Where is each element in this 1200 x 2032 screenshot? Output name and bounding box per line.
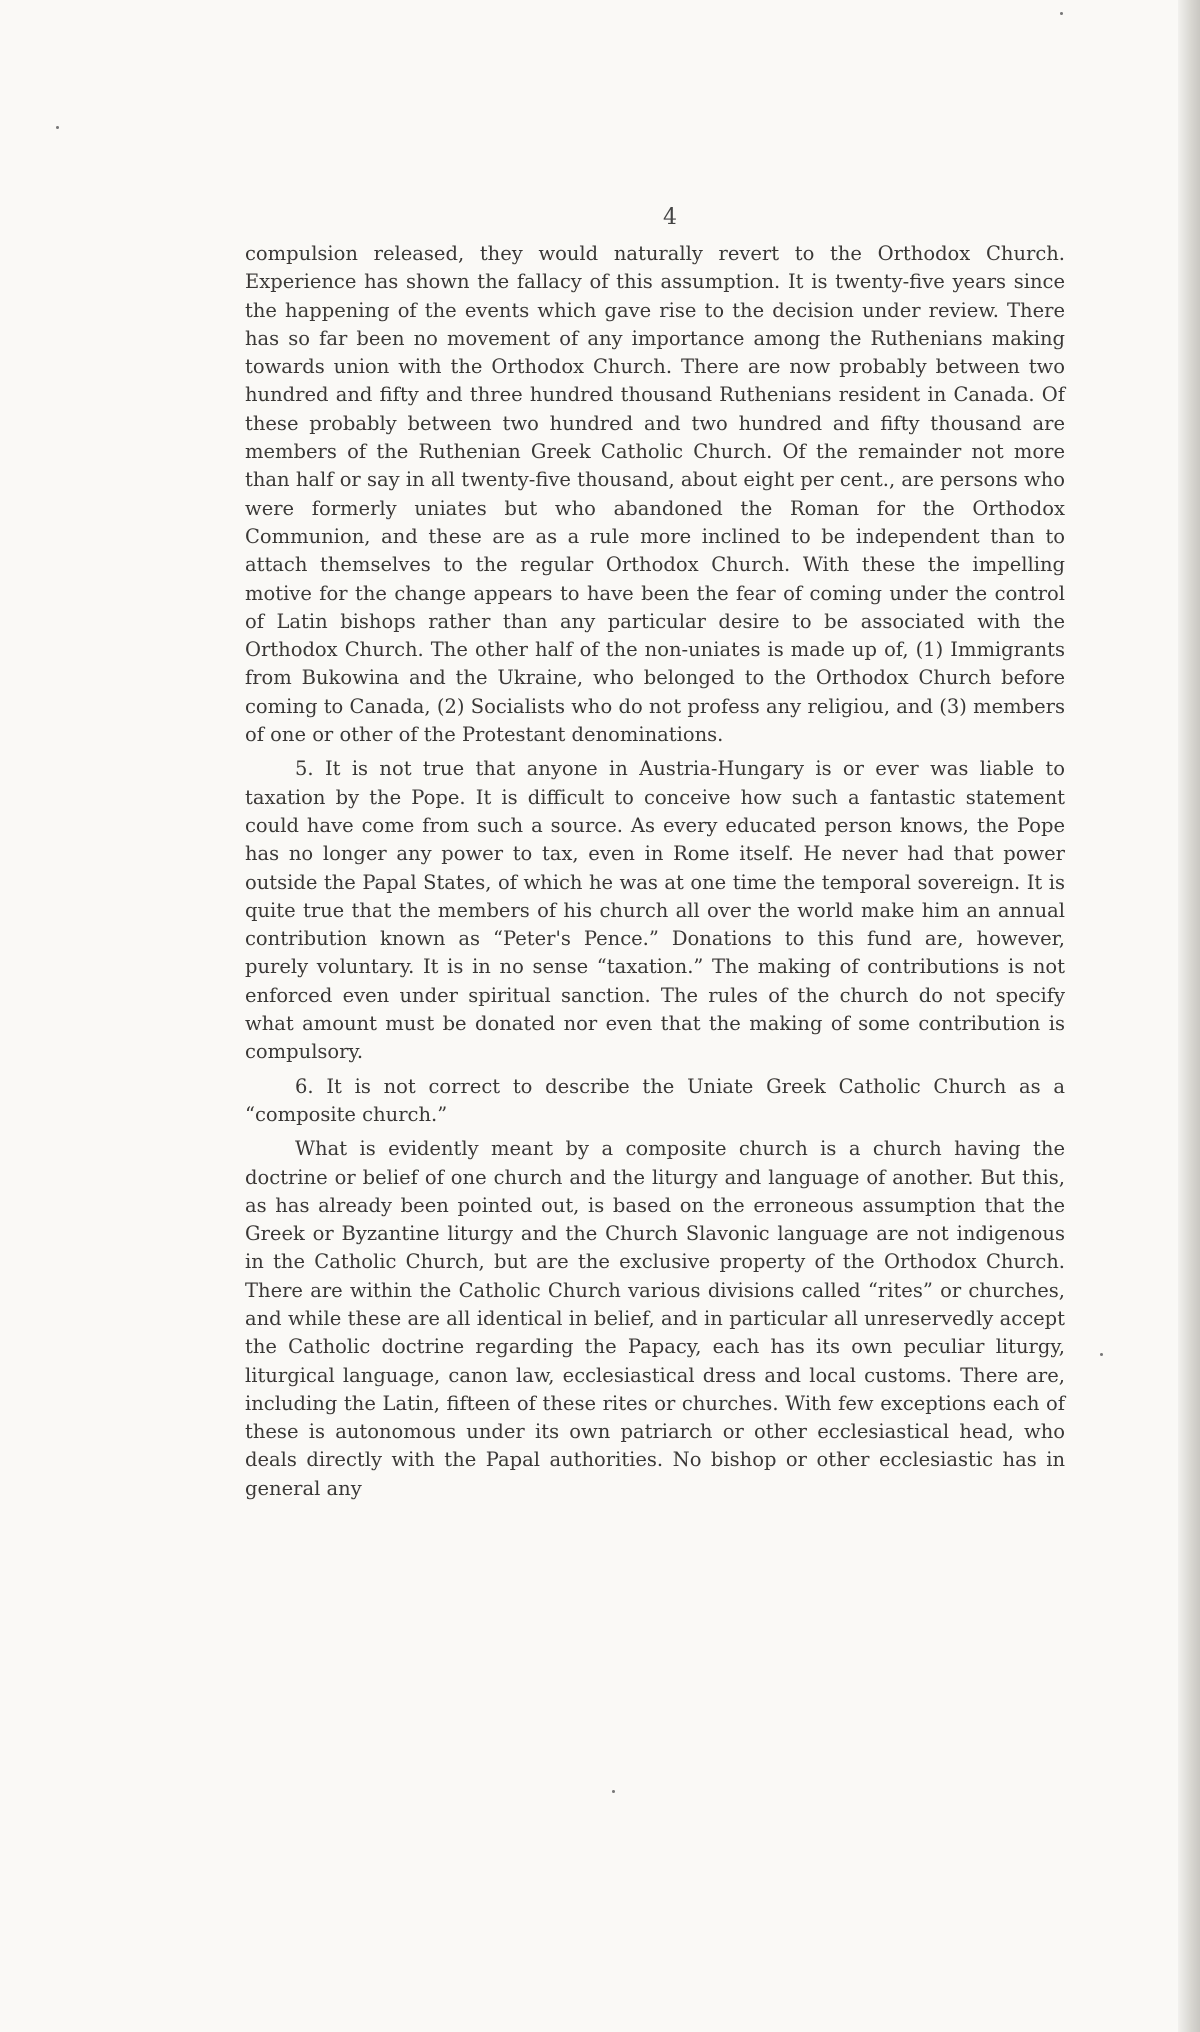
scan-speck	[612, 1790, 615, 1793]
paragraph-continuation	[245, 240, 1065, 749]
paragraph-point-6	[245, 1073, 1065, 1130]
scan-speck	[1060, 12, 1063, 15]
paragraph-text: 5. It is not true that anyone in Austria-Hungary is or ever was liable to taxation by the Pope. It is difficult to conceive how such a fantastic statement could have come from such a source. As every educated person knows, the Pope has no longer any power to tax, even in Rome itself. He never had that power outside the Papal States, of which he was at one time the temporal sovereign. It is quite true that the members of his church all over the world make him an annual contribution known as “Peter's Pence.” Donations to this fund are, however, purely voluntary. It is in no sense “taxation.” The making of contributions is not enforced even under spiritual sanction. The rules of the church do not specify what amount must be donated nor even that the making of some contribution is compulsory.	[245, 757, 1065, 1064]
paragraph-text: 6. It is not correct to describe the Uniate Greek Catholic Church as a “composite church.”	[245, 1074, 1065, 1126]
paragraph-text: What is evidently meant by a composite church is a church having the doctrine or belief of one church and the liturgy and language of another. But this, as has already been pointed out, is based on the erroneous assumption that the Greek or Byzantine liturgy and the Church Slavonic language are not indigenous in the Catholic Church, but are the exclusive property of the Orthodox Church. There are within the Catholic Church various divisions called “rites” or churches, and while these are all identical in belief, and in particular all unreservedly accept the Catholic doctrine regarding the Papacy, each has its own peculiar liturgy, liturgical language, canon law, ecclesiastical dress and local customs. There are, including the Latin, fifteen of these rites or churches. With few exceptions each of these is autonomous under its own patriarch or other ecclesiastical head, who deals directly with the Papal authorities. No bishop or other ecclesiastic has in general any	[245, 1137, 1065, 1500]
scan-speck	[56, 126, 59, 129]
paragraph-point-5	[245, 755, 1065, 1066]
scan-speck	[1100, 1353, 1103, 1356]
paragraph-composite-church	[245, 1135, 1065, 1503]
paragraph-text: compulsion released, they would naturally revert to the Orthodox Church. Experience has shown the fallacy of this assumption. It is twenty-five years since the happening of the events which gave rise to the decision under review. There has so far been no movement of any importance among the Ruthenians making towards union with the Orthodox Church. There are now probably between two hundred and fifty and three hundred thousand Ruthenians resident in Canada. Of these probably between two hundred and two hundred and fifty thousand are members of the Ruthenian Greek Catholic Church. Of the remainder not more than half or say in all twenty-five thousand, about eight per cent., are persons who were formerly uniates but who abandoned the Roman for the Orthodox Communion, and these are as a rule more inclined to be independent than to attach themselves to the regular Orthodox Church. With these the impelling motive for the change appears to have been the fear of coming under the control of Latin bishops rather than any particular desire to be associated with the Orthodox Church. The other half of the non-uniates is made up of, (1) Immigrants from Bukowina and the Ukraine, who belonged to the Orthodox Church before coming to Canada, (2) Socialists who do not profess any religiou, and (3) members of one or other of the Protestant denominations.	[245, 242, 1065, 747]
page-edge-shadow	[1178, 0, 1200, 2032]
page-number: 4	[663, 205, 677, 230]
body-text	[245, 240, 1065, 1509]
